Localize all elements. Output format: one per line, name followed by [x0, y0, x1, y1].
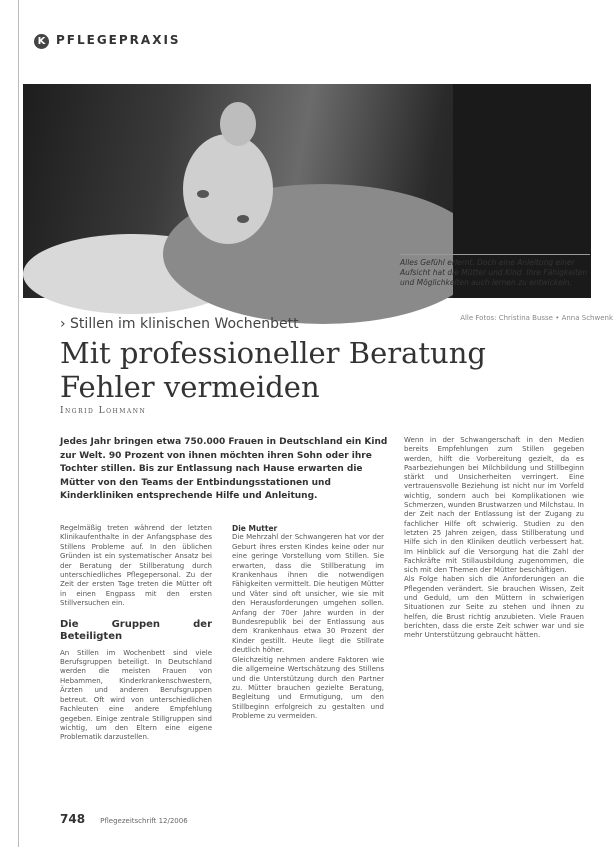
article-headline: Mit professioneller Beratung Fehler vermeiden: [60, 336, 486, 404]
section-heading: Die Gruppen der Beteiligten: [60, 618, 212, 642]
body-paragraph: Gleichzeitig nehmen andere Faktoren wie die allgemeine Wertschätzung des Stillens und die Unterstützung durch den Partner zu. Mütter brauchen gezielte Beratung, Begleitung und Ermutigung, um den Stillbeginn erfolgreich zu gestalten und Probleme zu vermeiden.: [232, 655, 384, 721]
body-paragraph: Als Folge haben sich die Anforderungen an die Pflegenden verändert. Sie brauchen Wissen, Zeit und Geduld, um den Müttern in schwierigen Situationen zur Seite zu stehen und ihnen zu helfen, die Brust richtig anzubieten. Viele Frauen berichten, dass die erste Zeit schwer war und sie mehr Unterstützung gebraucht hätten.: [404, 575, 584, 640]
body-column-1: [60, 524, 212, 743]
rubric-icon: K: [34, 34, 49, 49]
body-paragraph: An Stillen im Wochenbett sind viele Berufsgruppen beteiligt. In Deutschland werden die meisten Frauen von Hebammen, Kinderkrankenschwestern, Ärzten und anderen Berufsgruppen betreut. Oft wird von unterschiedlichen Fachleuten eine andere Empfehlung gegeben. Einige zentrale Stillgruppen sind wichtig, um den Eltern eine eigene Problematik darzustellen.: [60, 648, 212, 742]
body-column-3: [404, 436, 584, 641]
subsection-heading: Die Mutter: [232, 524, 278, 533]
page-footer: [60, 808, 188, 827]
body-paragraph: Wenn in der Schwangerschaft in den Medien bereits Empfehlungen zum Stillen gegeben werden, hilft die Vorbereitung gezielt, da es Paarbeziehungen bei Milchbildung und Stillbeginn stärkt und Unsicherheiten verringert. Eine vertrauensvolle Beziehung ist nicht nur im Vorfeld wichtig, sondern auch bei Komplikationen wie Schmerzen, wunden Brustwarzen und Milchstau. In der Zeit nach der Entlassung ist der Zugang zu fachlicher Hilfe oft schwierig. Studien zu den letzten 25 Jahren zeigen, dass Stillberatung und Hilfe sich in den Kliniken deutlich verbessert hat. Im Hinblick auf die Versorgung hat die Zahl der Fachkräfte mit Stillausbildung zugenommen, die sich mit den Themen der Mütter beschäftigen.: [404, 436, 584, 575]
journal-name: Pflegezeitschrift 12/2006: [100, 817, 188, 825]
photo-caption: Alles Gefühl erlernt. Doch eine Anleitung einer Aufsicht hat die Mütter und Kind. Ihre Fähigkeiten und Möglichkeiten auch lernen zu entwickeln.: [400, 254, 590, 288]
body-paragraph: Regelmäßig treten während der letzten Klinikaufenthalte in der Anfangsphase des Stillens Probleme auf. In den üblichen Gründen ist ein systematischer Ansatz bei der Beratung der Stillberatung durch unterschiedliches Pflegepersonal. Zu der Zeit der ersten Tage treten die Mütter oft in einen Engpass mit den ersten Stillversuchen ein.: [60, 524, 212, 608]
section-header: [30, 32, 590, 52]
article-author: Ingrid Lohmann: [60, 406, 147, 416]
article-lead: Jedes Jahr bringen etwa 750.000 Frauen in Deutschland ein Kind zur Welt. 90 Prozent von ihnen möchten ihren Sohn oder ihre Tochter stillen. Bis zur Entlassung nach Hause erwarten die Mütter von den Teams der Entbindungsstationen und Kinderkliniken entsprechende Hilfe und Anleitung.: [60, 437, 388, 501]
photo-credit: Alle Fotos: Christina Busse • Anna Schwenk: [460, 314, 613, 322]
body-column-2: [232, 524, 384, 722]
page-number: 748: [60, 812, 86, 826]
body-paragraph: Die Mehrzahl der Schwangeren hat vor der Geburt ihres ersten Kindes keine oder nur eine geringe Vorstellung vom Stillen. Sie erwarten, dass die Stillberatung im Krankenhaus ihnen die notwendigen Fähigkeiten vermittelt. Die heutigen Mütter und Väter sind oft unsicher, wie sie mit den Herausforderungen umgehen sollen. Anfang der 70er Jahre wurden in der Bundesrepublik bei der Entlassung aus dem Krankenhaus etwa 30 Prozent der Kinder gestillt. Heute liegt die Stillrate deutlich höher.: [232, 533, 384, 655]
rubric-label: PFLEGEPRAXIS: [56, 33, 181, 47]
article-kicker: › Stillen im klinischen Wochenbett: [60, 316, 299, 332]
margin-rule: [18, 0, 19, 847]
